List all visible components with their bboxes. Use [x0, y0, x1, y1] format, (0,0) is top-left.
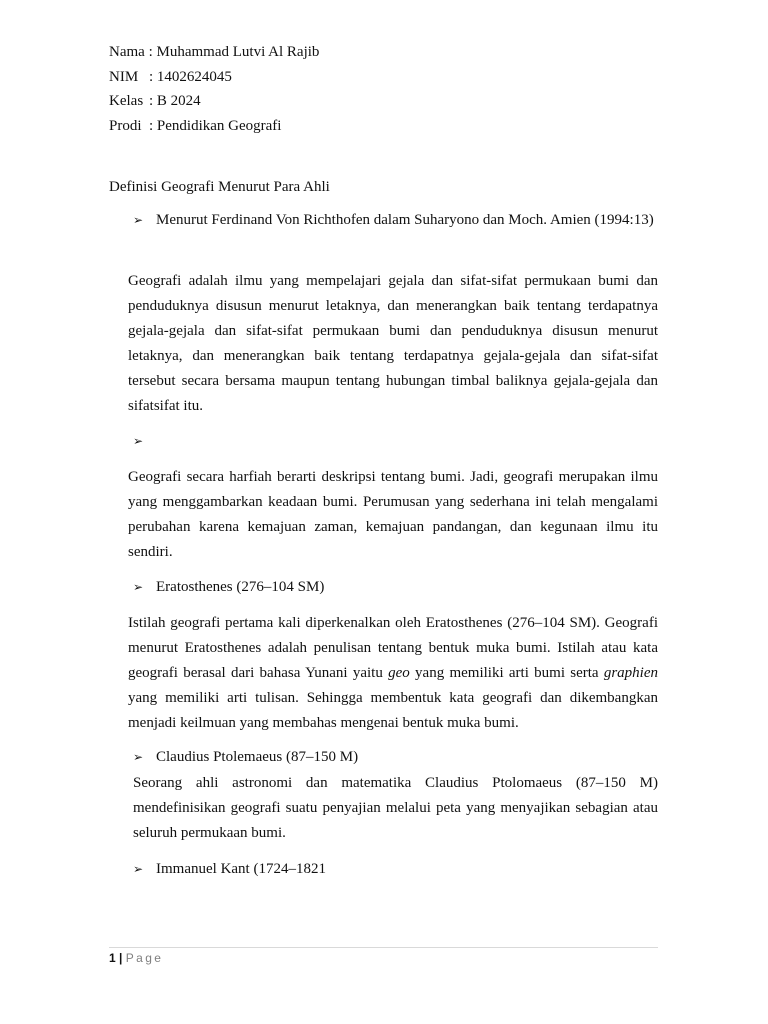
bullet-item — [133, 208, 658, 233]
kelas-separator: : — [149, 93, 157, 109]
section-title: Definisi Geografi Menurut Para Ahli — [109, 179, 330, 195]
student-prodi-line — [109, 114, 281, 138]
bullet-item — [133, 745, 658, 770]
prodi-label: Prodi — [109, 118, 142, 134]
paragraph-richthofen: Geografi adalah ilmu yang mempelajari gejala dan sifat-sifat permukaan bumi dan penduduknya disusun menurut letaknya, dan menerangkan baik tentang terdapatnya gejala-gejala dan sifat-sifat permukaan bumi dan penduduknya disusun menurut letaknya, dan menerangkan baik tentang terdapatnya gejala-gejala dan sifat-sifat tersebut secara bersama maupun tentang hubungan timbal baliknya gejala-gejala dan sifatsifat itu. — [128, 273, 658, 414]
paragraph-eratosthenes — [128, 611, 658, 736]
kelas-label: Kelas — [109, 93, 144, 109]
student-kelas-line — [109, 89, 201, 113]
page-label: Page — [125, 951, 164, 965]
bullet-label: Menurut Ferdinand Von Richthofen dalam Suharyono dan Moch. Amien (1994:13) — [156, 212, 654, 228]
arrowhead-bullet-icon: ➢ — [133, 580, 144, 594]
footer-separator: | — [119, 951, 123, 965]
nama-separator: : — [148, 44, 157, 60]
arrowhead-bullet-icon: ➢ — [133, 750, 144, 764]
arrowhead-bullet-icon: ➢ — [133, 434, 144, 448]
prodi-value: Pendidikan Geografi — [156, 118, 282, 134]
bullet-item — [133, 575, 658, 600]
page-number: 1 — [109, 951, 116, 965]
bullet-label: Immanuel Kant (1724–1821 — [156, 861, 326, 877]
arrowhead-bullet-icon: ➢ — [133, 213, 144, 227]
bullet-item — [133, 857, 658, 882]
prodi-separator: : — [149, 118, 157, 134]
nama-label: Nama — [109, 44, 145, 60]
kelas-value: B 2024 — [156, 93, 201, 109]
nim-value: 1402624045 — [156, 69, 232, 85]
paragraph-ptolemaeus: Seorang ahli astronomi dan matematika Claudius Ptolomaeus (87–150 M) mendefinisikan geografi suatu penyajian melalui peta yang menyajikan sebagian atau seluruh permukaan bumi. — [133, 775, 658, 841]
page-footer — [109, 950, 163, 966]
bullet-label: Eratosthenes (276–104 SM) — [156, 579, 325, 595]
paragraph-text: yang memiliki arti tulisan. Sehingga membentuk kata geografi dan dikembangkan menjadi keilmuan yang membahas mengenai bentuk muka bumi. — [128, 690, 658, 731]
nama-value: Muhammad Lutvi Al Rajib — [156, 44, 320, 60]
italic-term-geo: geo — [388, 665, 410, 681]
footer-divider — [109, 947, 658, 948]
paragraph-text: Istilah geografi pertama kali diperkenalkan oleh Eratosthenes (276–104 SM). Geografi menurut Eratosthenes adalah penulisan tentang bentuk muka bumi. Istilah atau kata geografi berasal dari bahasa Yunani yaitu — [128, 615, 658, 681]
bullet-label: Claudius Ptolemaeus (87–150 M) — [156, 749, 359, 765]
paragraph-text: yang memiliki arti bumi serta — [409, 665, 604, 681]
nim-separator: : — [149, 69, 157, 85]
student-nim-line — [109, 65, 232, 89]
paragraph-harfiah: Geografi secara harfiah berarti deskripsi tentang bumi. Jadi, geografi merupakan ilmu yang menggambarkan keadaan bumi. Perumusan yang sederhana ini telah mengalami perubahan karena kemajuan zaman, kemajuan pandangan, dan kegunaan ilmu itu sendiri. — [128, 469, 658, 560]
student-name-line — [109, 40, 319, 64]
italic-term-graphien: graphien — [603, 665, 658, 681]
nim-label: NIM — [109, 69, 139, 85]
arrowhead-bullet-icon: ➢ — [133, 862, 144, 876]
